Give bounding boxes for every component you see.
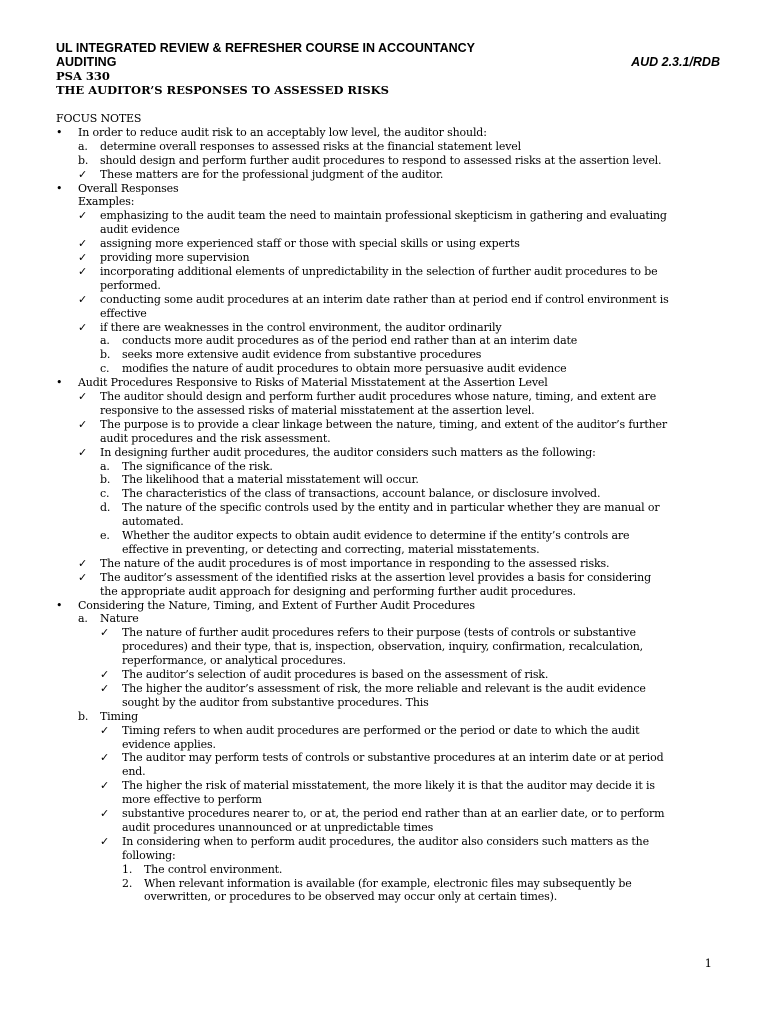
checkmark-icon: ✓ xyxy=(78,320,88,334)
line-text: end. xyxy=(122,765,146,779)
checkmark-icon: ✓ xyxy=(78,237,88,251)
line-text: Whether the auditor expects to obtain audit evidence to determine if the entity’s controls are xyxy=(122,529,630,542)
checkmark-icon: ✓ xyxy=(100,626,110,640)
line-text: incorporating additional elements of unpredictability in the selection of further audit procedures to be xyxy=(100,264,658,278)
line-text: effective in preventing, or detecting and correcting, material misstatements. xyxy=(122,542,540,556)
list-marker: b. xyxy=(100,473,111,487)
document-code: AUD 2.3.1/RDB xyxy=(631,55,720,69)
checkmark-icon: ✓ xyxy=(78,264,88,278)
line-text: more effective to perform xyxy=(122,793,262,807)
bullet-icon: • xyxy=(56,181,63,195)
checkmark-icon: ✓ xyxy=(100,834,110,848)
list-marker: b. xyxy=(100,348,111,362)
line-text: The nature of the specific controls used by the entity and in particular whether they are manual or xyxy=(122,501,660,515)
line-text: Overall Responses xyxy=(78,181,179,195)
list-marker: a. xyxy=(78,612,88,626)
line-text: The significance of the risk. xyxy=(122,459,273,473)
bullet-icon: • xyxy=(56,125,63,139)
line-text: seeks more extensive audit evidence from substantive procedures xyxy=(122,348,482,362)
line-text: responsive to the assessed risks of material misstatement at the assertion level. xyxy=(100,403,535,417)
line-text: reperformance, or analytical procedures. xyxy=(122,654,346,668)
checkmark-icon: ✓ xyxy=(78,209,88,223)
line-text: overwritten, or procedures to be observed may occur only at certain times). xyxy=(144,890,558,904)
list-marker: e. xyxy=(100,529,110,542)
list-marker: c. xyxy=(100,362,110,376)
line-text: The likelihood that a material misstatement will occur. xyxy=(122,473,419,487)
line-text: In order to reduce audit risk to an acceptably low level, the auditor should: xyxy=(78,125,487,139)
line-text: providing more supervision xyxy=(100,251,250,264)
line-text: The nature of the audit procedures is of most importance in responding to the assessed risks. xyxy=(100,556,610,570)
list-marker: a. xyxy=(78,139,88,153)
list-marker: a. xyxy=(100,459,110,473)
line-text: The control environment. xyxy=(144,862,283,876)
list-marker: a. xyxy=(100,334,110,348)
line-text: Timing xyxy=(100,709,139,723)
checkmark-icon: ✓ xyxy=(100,807,110,820)
line-text: substantive procedures nearer to, or at, the period end rather than at an earlier date, or to perform xyxy=(122,807,665,820)
line-text: should design and perform further audit procedures to respond to assessed risks at the assertion level. xyxy=(100,153,662,167)
line-text: The auditor’s assessment of the identified risks at the assertion level provides a basis for considering xyxy=(100,570,651,584)
line-text: When relevant information is available (for example, electronic files may subsequently be xyxy=(144,876,632,890)
line-text: modifies the nature of audit procedures to obtain more persuasive audit evidence xyxy=(122,362,567,376)
line-text: conducts more audit procedures as of the period end rather than at an interim date xyxy=(122,334,578,348)
line-text: audit evidence xyxy=(100,223,180,237)
list-marker: d. xyxy=(100,501,111,515)
line-text: audit procedures unannounced or at unpredictable times xyxy=(122,820,434,834)
checkmark-icon: ✓ xyxy=(78,556,88,570)
line-text: automated. xyxy=(122,515,184,529)
line-text: the appropriate audit approach for designing and performing further audit procedures. xyxy=(100,584,576,598)
line-text: The purpose is to provide a clear linkage between the nature, timing, and extent of the auditor’s further xyxy=(100,417,667,431)
line-text: The nature of further audit procedures refers to their purpose (tests of controls or substantive xyxy=(122,626,636,640)
subject-title: AUDITING xyxy=(56,55,117,69)
list-marker: c. xyxy=(100,487,110,501)
checkmark-icon: ✓ xyxy=(100,779,110,793)
list-marker: 2. xyxy=(122,876,133,890)
line-text: evidence applies. xyxy=(122,737,216,751)
checkmark-icon: ✓ xyxy=(100,681,110,695)
line-text: Examples: xyxy=(78,195,135,209)
course-title: UL INTEGRATED REVIEW & REFRESHER COURSE IN ACCOUNTANCY xyxy=(56,41,476,55)
line-text: sought by the auditor from substantive procedures. This xyxy=(122,695,429,709)
psa-number: PSA 330 xyxy=(56,69,110,83)
line-text: In considering when to perform audit procedures, the auditor also considers such matters as the xyxy=(122,834,649,848)
line-text: The characteristics of the class of transactions, account balance, or disclosure involved. xyxy=(122,487,601,501)
line-text: The higher the risk of material misstatement, the more likely it is that the auditor may decide it is xyxy=(122,779,655,793)
line-text: The auditor’s selection of audit procedures is based on the assessment of risk. xyxy=(122,668,549,681)
line-text: conducting some audit procedures at an interim date rather than at period end if control environment is xyxy=(100,292,669,306)
line-text: procedures) and their type, that is, inspection, observation, inquiry, confirmation, recalculation, xyxy=(122,640,644,654)
list-marker: b. xyxy=(78,153,89,167)
checkmark-icon: ✓ xyxy=(100,668,110,681)
checkmark-icon: ✓ xyxy=(100,751,110,765)
line-text: The auditor should design and perform further audit procedures whose nature, timing, and extent are xyxy=(100,390,657,403)
checkmark-icon: ✓ xyxy=(78,167,88,181)
line-text: effective xyxy=(100,306,147,320)
document-title: THE AUDITOR’S RESPONSES TO ASSESSED RISKS xyxy=(56,83,389,97)
checkmark-icon: ✓ xyxy=(78,445,88,459)
line-text: FOCUS NOTES xyxy=(56,112,142,125)
line-text: These matters are for the professional judgment of the auditor. xyxy=(100,167,444,181)
line-text: Audit Procedures Responsive to Risks of Material Misstatement at the Assertion Level xyxy=(78,376,548,390)
line-text: The auditor may perform tests of controls or substantive procedures at an interim date or at period xyxy=(122,751,664,765)
line-text: Timing refers to when audit procedures are performed or the period or date to which the audit xyxy=(122,723,640,737)
line-text: performed. xyxy=(100,278,161,292)
line-text: assigning more experienced staff or those with special skills or using experts xyxy=(100,237,520,251)
line-text: Nature xyxy=(100,612,139,626)
bullet-icon: • xyxy=(56,598,63,612)
checkmark-icon: ✓ xyxy=(78,292,88,306)
line-text: In designing further audit procedures, the auditor considers such matters as the following: xyxy=(100,445,596,459)
checkmark-icon: ✓ xyxy=(78,390,88,403)
line-text: Considering the Nature, Timing, and Extent of Further Audit Procedures xyxy=(78,598,475,612)
line-text: if there are weaknesses in the control environment, the auditor ordinarily xyxy=(100,320,502,334)
line-text: emphasizing to the audit team the need to maintain professional skepticism in gathering and evaluating xyxy=(100,209,667,223)
line-text: The higher the auditor’s assessment of risk, the more reliable and relevant is the audit evidence xyxy=(122,681,646,695)
page-number: 1 xyxy=(704,956,712,970)
line-text: audit procedures and the risk assessment. xyxy=(100,431,331,445)
line-text: following: xyxy=(122,848,176,862)
checkmark-icon: ✓ xyxy=(78,417,88,431)
checkmark-icon: ✓ xyxy=(78,251,88,264)
line-text: determine overall responses to assessed risks at the financial statement level xyxy=(100,139,522,153)
checkmark-icon: ✓ xyxy=(78,570,88,584)
checkmark-icon: ✓ xyxy=(100,723,110,737)
list-marker: 1. xyxy=(122,862,133,876)
list-marker: b. xyxy=(78,709,89,723)
bullet-icon: • xyxy=(56,376,63,390)
